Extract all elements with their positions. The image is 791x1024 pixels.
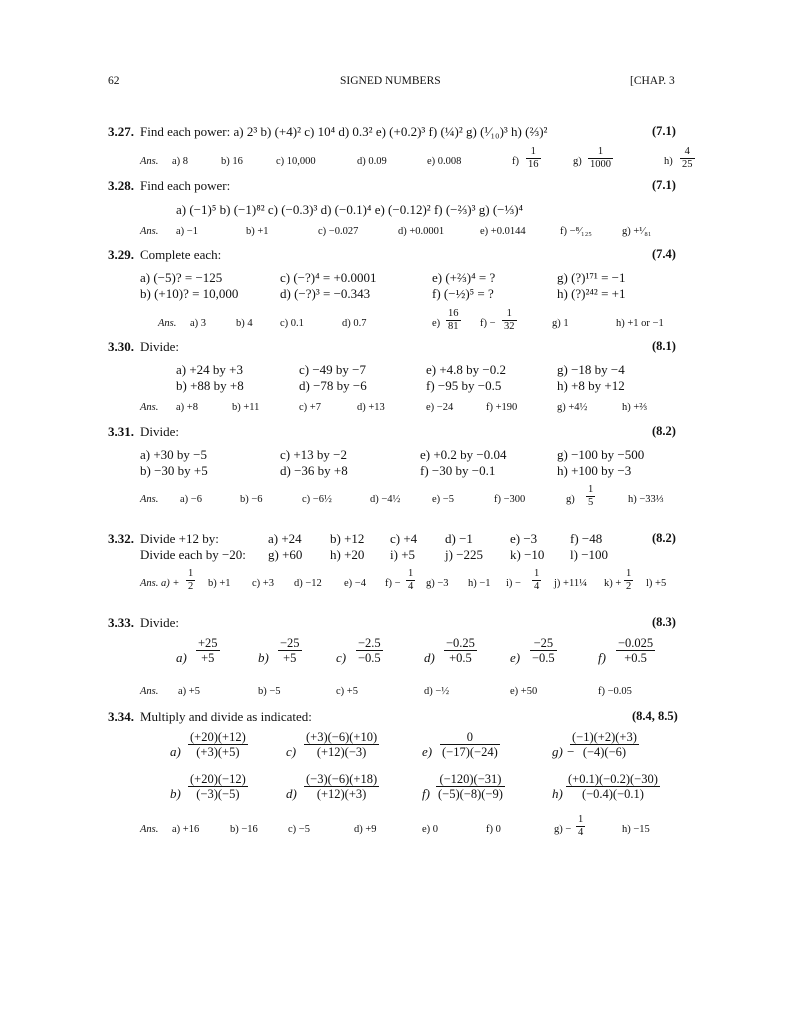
denominator: 16	[528, 159, 539, 170]
problem-label: d)	[424, 650, 435, 665]
numerator: (−1)(+2)(+3)	[572, 730, 637, 744]
problem-item: d) −36 by +8	[280, 463, 348, 478]
fraction	[530, 636, 557, 665]
page-number: 62	[108, 75, 120, 87]
answer-item: d) 0.09	[357, 156, 387, 167]
answer-item: e) 0.008	[427, 156, 462, 167]
problem-text: Divide +12 by:	[140, 531, 219, 546]
answer-label: Ans. a) +	[140, 578, 180, 589]
fraction	[406, 568, 415, 593]
fraction	[586, 484, 595, 509]
problem-item: c) −49 by −7	[299, 362, 367, 377]
answer-item: e) +50	[510, 686, 538, 697]
fraction	[186, 568, 195, 593]
problem-item: a) (−5)? = −125	[140, 270, 223, 285]
denominator: 32	[504, 321, 515, 332]
numerator: −0.25	[446, 636, 475, 650]
denominator: +0.5	[624, 651, 647, 665]
fraction	[278, 636, 302, 665]
problem-label: e)	[510, 650, 521, 665]
numerator: 0	[466, 730, 473, 744]
problem-item: d) −78 by −6	[299, 378, 367, 393]
problem-text: Divide:	[140, 339, 179, 354]
numerator: (+0.1)(−0.2)(−30)	[568, 772, 658, 786]
numerator: 1	[534, 568, 540, 579]
fraction	[188, 730, 248, 759]
answer-item: g) +¹⁄₈₁	[622, 226, 652, 237]
problem-label: d)	[286, 786, 297, 801]
denominator: (−4)(−6)	[582, 745, 627, 759]
denominator: +0.5	[449, 651, 472, 665]
fraction	[444, 636, 477, 665]
answer-item: c) 0.1	[280, 318, 304, 329]
denominator: 2	[626, 581, 632, 592]
fraction	[356, 636, 383, 665]
problem-label: g) −	[552, 744, 575, 759]
denominator: (+12)(+3)	[316, 787, 367, 801]
problem-item: b) +88 by +8	[176, 378, 244, 393]
running-title: SIGNED NUMBERS	[340, 75, 441, 87]
problem-text: Find each power:	[140, 178, 231, 193]
numerator: −2.5	[358, 636, 381, 650]
numerator: (+20)(+12)	[190, 730, 246, 744]
problem-item: a) +24 by +3	[176, 362, 244, 377]
problem-item: f) −95 by −0.5	[426, 378, 502, 393]
denominator: 4	[408, 581, 414, 592]
fraction	[446, 308, 461, 333]
denominator: 4	[534, 581, 540, 592]
answer-item: h)	[664, 156, 673, 167]
problem-text: Divide:	[140, 615, 179, 630]
denominator: 1000	[590, 159, 611, 170]
problem-text: Complete each:	[140, 247, 222, 262]
denominator: −0.5	[532, 651, 555, 665]
answer-item: g) +4½	[557, 402, 588, 413]
fraction	[616, 636, 655, 665]
answer-item: a) +5	[178, 686, 200, 697]
answer-item: l) +5	[646, 578, 667, 589]
answer-item: d) −½	[424, 686, 450, 697]
fraction	[436, 772, 505, 801]
problem-item: k) −10	[510, 547, 545, 562]
answer-item: d) +0.0001	[398, 226, 445, 237]
problem-item: c) +13 by −2	[280, 447, 348, 462]
fraction	[440, 730, 500, 759]
answer-item: f) −	[385, 578, 401, 589]
denominator: 81	[448, 321, 459, 332]
answer-label: Ans.	[140, 494, 159, 505]
denominator: (+12)(−3)	[316, 745, 367, 759]
problem-item: j) −225	[445, 547, 484, 562]
problem-item: d) −1	[445, 531, 473, 546]
denominator: (−3)(−5)	[196, 787, 240, 801]
answer-item: e) −24	[426, 402, 454, 413]
answer-item: e) −5	[432, 494, 454, 505]
answer-item: h) +⅔	[622, 402, 648, 413]
denominator: (−5)(−8)(−9)	[438, 787, 503, 801]
answer-item: f) −300	[494, 494, 526, 505]
fraction	[532, 568, 541, 593]
answer-item: f) +190	[486, 402, 518, 413]
answer-item: d) −12	[294, 578, 322, 589]
answer-item: g)	[566, 494, 575, 505]
answer-item: c) −5	[288, 824, 310, 835]
numerator: (−3)(−6)(+18)	[306, 772, 378, 786]
answer-item: g)	[573, 156, 582, 167]
denominator: +5	[283, 651, 297, 665]
answer-item: f) −0.05	[598, 686, 632, 697]
denominator: (−0.4)(−0.1)	[581, 787, 644, 801]
numerator: −25	[280, 636, 300, 650]
answer-item: e)	[432, 318, 441, 329]
problem-item: e) −3	[510, 531, 538, 546]
denominator: 2	[188, 581, 194, 592]
problem-label: f)	[598, 650, 606, 665]
problem-item: a) +30 by −5	[140, 447, 208, 462]
answer-label: Ans.	[140, 402, 159, 413]
answer-item: h) −15	[622, 824, 650, 835]
numerator: (+3)(−6)(+10)	[306, 730, 378, 744]
fraction	[680, 146, 695, 171]
answer-item: a) +8	[176, 402, 198, 413]
answer-item: b) 16	[221, 156, 243, 167]
problem-number: 3.33.	[108, 615, 134, 630]
problem-item: b) +12	[330, 531, 365, 546]
numerator: 1	[578, 814, 584, 825]
numerator: 1	[408, 568, 414, 579]
numerator: 1	[588, 484, 594, 495]
answer-item: b) −16	[230, 824, 258, 835]
numerator: −25	[533, 636, 554, 650]
answer-item: e) 0	[422, 824, 439, 835]
answer-item: h) −1	[468, 578, 491, 589]
fraction	[566, 772, 660, 801]
answer-item: c) +3	[252, 578, 274, 589]
answer-item: c) −6½	[302, 494, 332, 505]
problem-item: b) −30 by +5	[140, 463, 208, 478]
section-ref: (8.2)	[652, 531, 676, 545]
problem-item: g) −18 by −4	[557, 362, 625, 377]
answer-label: Ans.	[140, 824, 159, 835]
answer-item: d) +9	[354, 824, 377, 835]
problem-item: f) −30 by −0.1	[420, 463, 496, 478]
problem-item: d) (−?)³ = −0.343	[280, 286, 371, 301]
fraction	[570, 730, 639, 759]
problem-items: a) (−1)⁵ b) (−1)⁸² c) (−0.3)³ d) (−0.1)⁴ e) (−0.12)² f) (−⅔)³ g) (−⅓)⁴	[176, 202, 524, 217]
numerator: 4	[684, 146, 690, 157]
problem-text: Find each power: a) 2³ b) (+4)² c) 10⁴ d) 0.3² e) (+0.2)³ f) (¼)² g) (¹⁄₁₀)³ h) (⅔)²	[140, 124, 548, 139]
section-ref: (8.4, 8.5)	[632, 709, 678, 723]
problem-number: 3.28.	[108, 178, 134, 193]
answer-item: e) −4	[344, 578, 366, 589]
problem-label: b)	[258, 650, 269, 665]
answer-item: d) 0.7	[342, 318, 367, 329]
section-ref: (7.4)	[652, 247, 676, 261]
numerator: (+20)(−12)	[190, 772, 246, 786]
problem-item: g) +60	[268, 547, 303, 562]
answer-item: c) +5	[336, 686, 358, 697]
problem-item: h) (?)²⁴² = +1	[557, 286, 626, 301]
denominator: +5	[201, 651, 215, 665]
denominator: 25	[682, 159, 693, 170]
denominator: (−17)(−24)	[442, 745, 498, 759]
answer-item: c) +7	[299, 402, 321, 413]
fraction	[196, 636, 220, 665]
numerator: 1	[597, 146, 604, 157]
answer-item: b) −6	[240, 494, 263, 505]
section-ref: (7.1)	[652, 124, 676, 138]
problem-item: b) (+10)? = 10,000	[140, 286, 239, 301]
answer-item: b) −5	[258, 686, 281, 697]
fraction	[304, 772, 379, 801]
problem-number: 3.30.	[108, 339, 134, 354]
problem-text: Divide:	[140, 424, 179, 439]
problem-number: 3.29.	[108, 247, 134, 262]
fraction	[502, 308, 517, 333]
problem-item: l) −100	[570, 547, 609, 562]
answer-item: k) +	[604, 578, 622, 589]
fraction	[526, 146, 541, 171]
denominator: 5	[588, 497, 594, 508]
problem-label: e)	[422, 744, 433, 759]
problem-number: 3.27.	[108, 124, 134, 139]
problem-label: a)	[176, 650, 187, 665]
numerator: 16	[448, 308, 459, 319]
problem-item: e) +4.8 by −0.2	[426, 362, 507, 377]
numerator: 1	[530, 146, 536, 157]
problem-number: 3.31.	[108, 424, 134, 439]
chapter-label: [CHAP. 3	[630, 75, 675, 87]
problem-item: g) −100 by −500	[557, 447, 645, 462]
fraction	[624, 568, 633, 593]
problem-text: Divide each by −20:	[140, 547, 246, 562]
section-ref: (8.3)	[652, 615, 676, 629]
problem-item: h) +20	[330, 547, 365, 562]
section-ref: (8.1)	[652, 339, 676, 353]
answer-item: f)	[512, 156, 519, 167]
answer-item: f) −	[480, 318, 496, 329]
problem-label: c)	[336, 650, 347, 665]
problem-number: 3.32.	[108, 531, 134, 546]
problem-text: Multiply and divide as indicated:	[140, 709, 312, 724]
numerator: −0.025	[618, 636, 654, 650]
answer-item: j) +11¼	[554, 578, 587, 589]
answer-item: b) +1	[246, 226, 269, 237]
problem-item: f) −48	[570, 531, 603, 546]
problem-item: e) (+⅔)⁴ = ?	[432, 270, 496, 285]
problem-label: c)	[286, 744, 297, 759]
fraction	[576, 814, 585, 839]
answer-label: Ans.	[158, 318, 177, 329]
answer-item: a) −6	[180, 494, 202, 505]
answer-item: d) +13	[357, 402, 385, 413]
answer-item: a) +16	[172, 824, 200, 835]
problem-label: h)	[552, 786, 563, 801]
answer-item: a) 3	[190, 318, 207, 329]
answer-item: a) −1	[176, 226, 198, 237]
answer-item: b) +11	[232, 402, 260, 413]
problem-label: f)	[422, 786, 430, 801]
answer-item: a) 8	[172, 156, 189, 167]
answer-item: c) 10,000	[276, 156, 316, 167]
answer-item: g) −	[554, 824, 572, 835]
answer-item: g) 1	[552, 318, 569, 329]
answer-item: f) −⁸⁄₁₂₅	[560, 226, 592, 237]
problem-item: c) (−?)⁴ = +0.0001	[280, 270, 377, 285]
numerator: 1	[188, 568, 194, 579]
section-ref: (8.2)	[652, 424, 676, 438]
numerator: +25	[198, 636, 218, 650]
numerator: (−120)(−31)	[439, 772, 502, 786]
answer-label: Ans.	[140, 686, 159, 697]
problem-label: a)	[170, 744, 181, 759]
answer-item: f) 0	[486, 824, 501, 835]
problem-item: h) +100 by −3	[557, 463, 632, 478]
answer-item: h) +1 or −1	[616, 318, 664, 329]
problem-item: f) (−½)⁵ = ?	[432, 286, 494, 301]
answer-item: g) −3	[426, 578, 449, 589]
answer-item: h) −33⅓	[628, 494, 664, 505]
numerator: 1	[506, 308, 512, 319]
problem-item: i) +5	[390, 547, 416, 562]
problem-item: a) +24	[268, 531, 302, 546]
problem-label: b)	[170, 786, 181, 801]
answer-label: Ans.	[140, 156, 159, 167]
denominator: (+3)(+5)	[196, 745, 240, 759]
denominator: −0.5	[358, 651, 381, 665]
fraction	[588, 146, 613, 171]
answer-item: i) −	[506, 578, 521, 589]
answer-item: c) −0.027	[318, 226, 359, 237]
answer-item: e) +0.0144	[480, 226, 526, 237]
answer-label: Ans.	[140, 226, 159, 237]
problem-number: 3.34.	[108, 709, 134, 724]
problem-item: e) +0.2 by −0.04	[420, 447, 507, 462]
fraction	[188, 772, 248, 801]
problem-item: h) +8 by +12	[557, 378, 625, 393]
answer-item: b) 4	[236, 318, 253, 329]
denominator: 4	[578, 827, 584, 838]
answer-item: d) −4½	[370, 494, 401, 505]
problem-item: g) (?)¹⁷¹ = −1	[557, 270, 626, 285]
fraction	[304, 730, 379, 759]
numerator: 1	[626, 568, 632, 579]
section-ref: (7.1)	[652, 178, 676, 192]
answer-item: b) +1	[208, 578, 231, 589]
problem-item: c) +4	[390, 531, 418, 546]
